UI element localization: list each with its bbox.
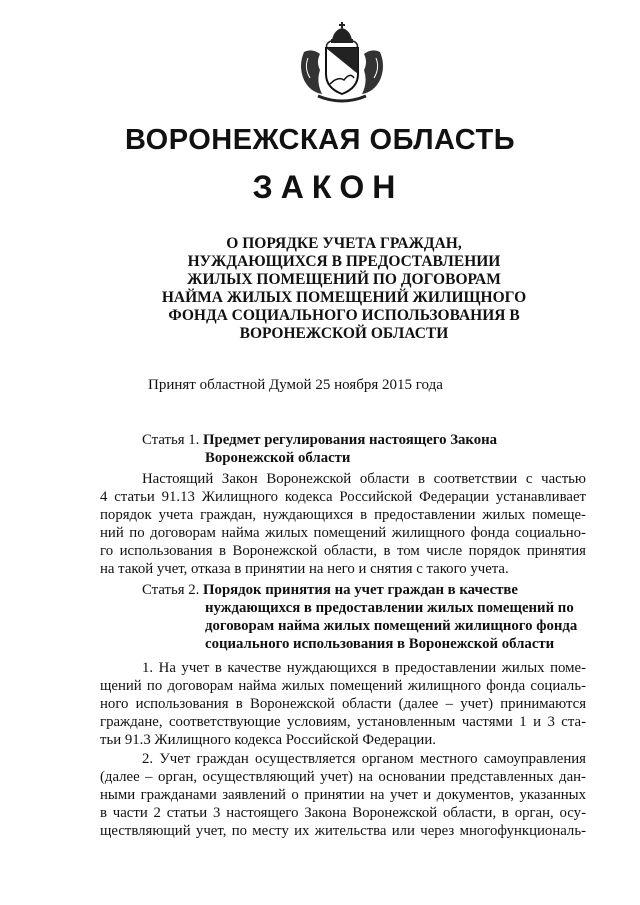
article-title: социального использования в Воронежской области bbox=[205, 636, 555, 652]
document-type: ЗАКОН bbox=[252, 169, 404, 205]
text-line: 4 статьи 91.13 Жилищного кодекса Российской Федерации устанавливает bbox=[100, 489, 586, 505]
text-line: ществляющий учет, по месту их жительства или через многофункциональ- bbox=[100, 823, 586, 839]
article-title: договорам найма жилых помещений жилищного фонда bbox=[205, 618, 578, 634]
coat-of-arms-emblem bbox=[294, 22, 390, 106]
article-title: нуждающихся в предоставлении жилых помещений по bbox=[205, 600, 574, 616]
law-title-line: ВОРОНЕЖСКОЙ ОБЛАСТИ bbox=[239, 325, 449, 342]
article-1-heading bbox=[142, 431, 497, 467]
text-line: го использования в Воронежской области, в том числе порядок принятия bbox=[100, 543, 586, 559]
text-line: щений по договорам найма жилых помещений жилищного фонда социаль- bbox=[100, 678, 586, 694]
adoption-date: Принят областной Думой 25 ноября 2015 года bbox=[148, 377, 443, 393]
law-title-line: ФОНДА СОЦИАЛЬНОГО ИСПОЛЬЗОВАНИЯ В bbox=[168, 307, 520, 324]
text-line: ными гражданами заявлений о принятии на учет и документов, указанных bbox=[100, 787, 586, 803]
article-2-heading bbox=[142, 581, 577, 653]
law-title-line: НУЖДАЮЩИХСЯ В ПРЕДОСТАВЛЕНИИ bbox=[187, 253, 501, 270]
text-line: 2. Учет граждан осуществляется органом местного самоуправления bbox=[142, 751, 586, 767]
article-1-text bbox=[100, 470, 586, 578]
text-line: 1. На учет в качестве нуждающихся в предоставлении жилых поме- bbox=[142, 660, 586, 676]
law-title-line: ЖИЛЫХ ПОМЕЩЕНИЙ ПО ДОГОВОРАМ bbox=[187, 271, 501, 288]
law-title bbox=[100, 235, 588, 343]
article-2-part-2 bbox=[100, 750, 586, 840]
article-title: Воронежской области bbox=[205, 450, 351, 466]
article-number: Статья 2. bbox=[142, 582, 200, 598]
text-line: в части 2 статьи 3 настоящего Закона Воронежской области, в орган, осу- bbox=[100, 805, 586, 821]
article-title: Предмет регулирования настоящего Закона bbox=[203, 432, 498, 448]
article-number: Статья 1. bbox=[142, 432, 200, 448]
text-line: ного использования в Воронежской области (далее – учет) принимаются bbox=[100, 696, 586, 712]
text-line: ний по договорам найма жилых помещений жилищного фонда социально- bbox=[100, 525, 586, 541]
text-line: Настоящий Закон Воронежской области в соответствии с частью bbox=[142, 471, 586, 487]
region-name: ВОРОНЕЖСКАЯ ОБЛАСТЬ bbox=[124, 124, 516, 156]
law-title-line: НАЙМА ЖИЛЫХ ПОМЕЩЕНИЙ ЖИЛИЩНОГО bbox=[161, 289, 527, 306]
article-title: Порядок принятия на учет граждан в качестве bbox=[203, 582, 518, 598]
text-line: на такой учет, отказа в принятии на него и снятия с такого учета. bbox=[100, 561, 509, 577]
text-line: тьи 91.3 Жилищного кодекса Российской Федерации. bbox=[100, 732, 436, 748]
text-line: (далее – орган, осуществляющий учет) на основании представленных дан- bbox=[100, 769, 586, 785]
text-line: граждане, соответствующие условиям, установленным частями 1 и 3 ста- bbox=[100, 714, 586, 730]
law-title-line: О ПОРЯДКЕ УЧЕТА ГРАЖДАН, bbox=[226, 235, 462, 252]
text-line: порядок учета граждан, нуждающихся в предоставлении жилых помеще- bbox=[100, 507, 586, 523]
article-2-part-1 bbox=[100, 659, 586, 749]
